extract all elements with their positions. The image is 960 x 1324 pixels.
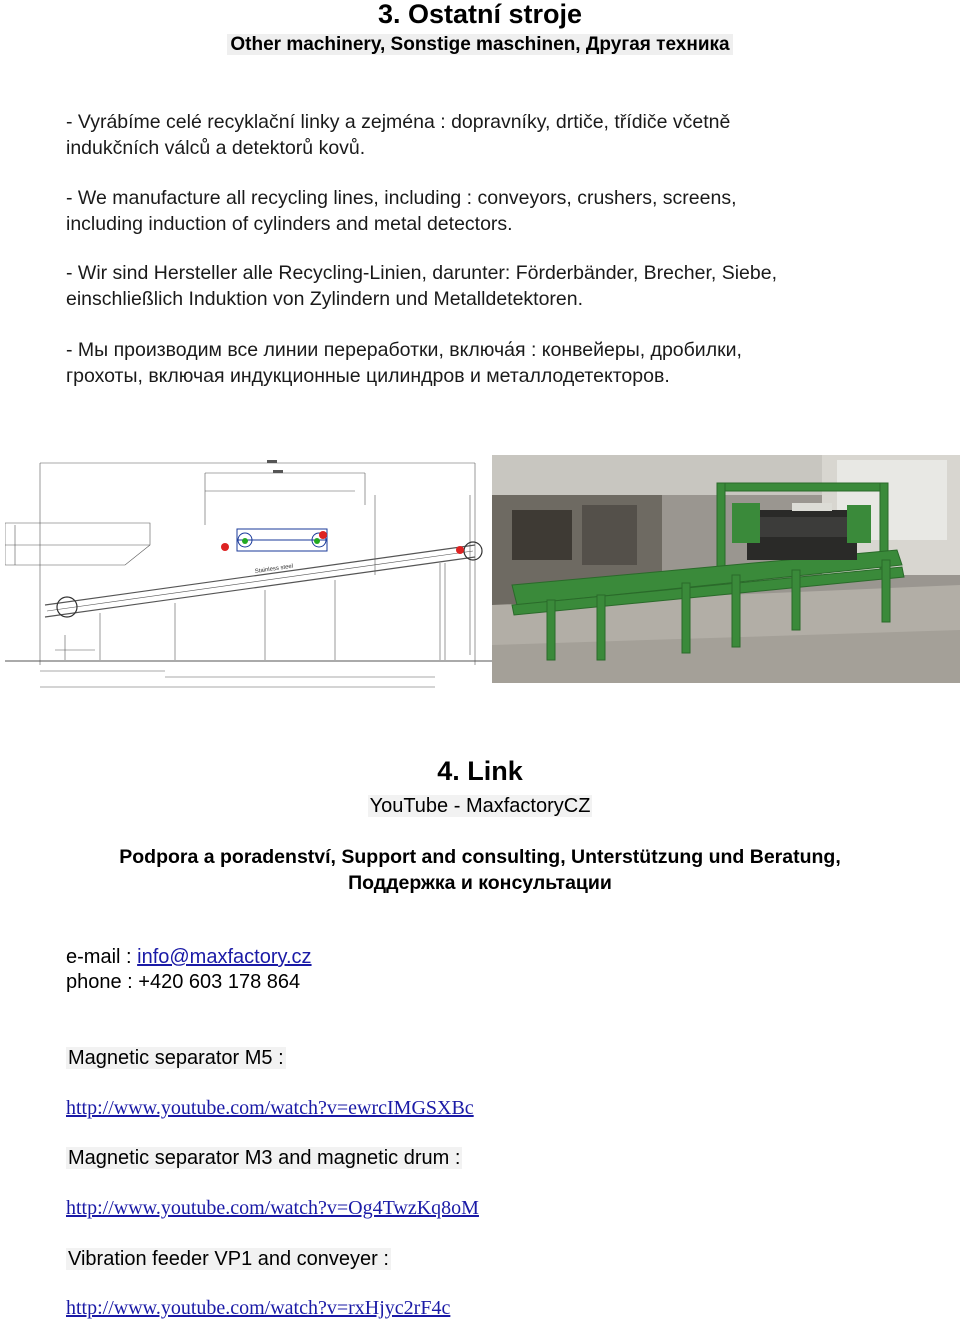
video-label-m3: Magnetic separator M3 and magnetic drum : [68, 1147, 461, 1169]
support-heading: Podpora a poradenství, Support and consulting, Unterstützung und Beratung, Поддержка и консультации [119, 846, 841, 894]
email-line: e-mail : info@maxfactory.cz [66, 946, 312, 968]
conveyor-technical-drawing [5, 455, 492, 695]
paragraph-russian: - Мы производим все линии переработки, включа́я : конвейеры, дробилки, грохоты, включая индукционные цилиндров и металлодетекторов. [66, 339, 742, 387]
video-label-m5: Magnetic separator M5 : [68, 1047, 284, 1069]
drawing-label: Stainless steel [254, 563, 294, 575]
video-link-vp1[interactable]: http://www.youtube.com/watch?v=rxHjyc2rF4c [66, 1297, 451, 1319]
paragraph-czech: - Vyrábíme celé recyklační linky a zejména : dopravníky, drtiče, třídiče včetně indukčních válců a detektorů kovů. [66, 111, 731, 159]
magnetic-separator-photo [492, 455, 960, 683]
email-link[interactable]: info@maxfactory.cz [137, 946, 312, 968]
section-3-title: 3. Ostatní stroje [377, 0, 583, 29]
youtube-channel-label: YouTube - MaxfactoryCZ [369, 795, 591, 817]
video-label-vp1: Vibration feeder VP1 and conveyer : [68, 1248, 389, 1270]
section-3-subtitle: Other machinery, Sonstige maschinen, Другая техника [0, 34, 960, 56]
phone-line: phone : +420 603 178 864 [66, 971, 301, 993]
paragraph-german: - Wir sind Hersteller alle Recycling-Linien, darunter: Förderbänder, Brecher, Siebe, einschließlich Induktion von Zylindern und Metalldetektoren. [66, 262, 777, 310]
video-link-m5[interactable]: http://www.youtube.com/watch?v=ewrcIMGSXBc [66, 1097, 474, 1119]
paragraph-english: - We manufacture all recycling lines, including : conveyors, crushers, screens, including induction of cylinders and metal detectors. [66, 187, 737, 235]
video-link-m3[interactable]: http://www.youtube.com/watch?v=Og4TwzKq8oM [66, 1197, 479, 1219]
section-4-title: 4. Link [437, 756, 523, 786]
